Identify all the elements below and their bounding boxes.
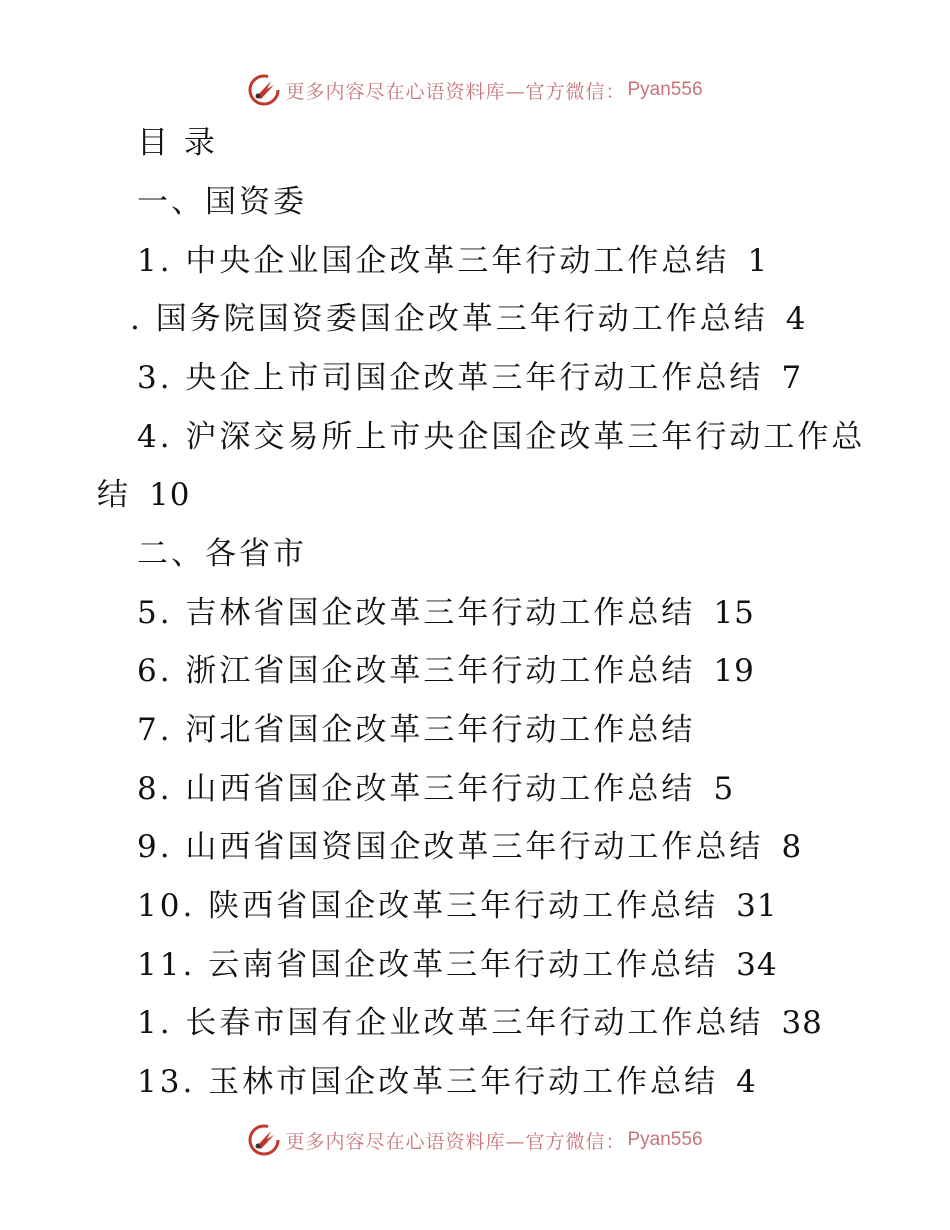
toc-item-label[interactable]: 3. 央企上市司国企改革三年行动工作总结 — [137, 360, 764, 396]
toc-item[interactable] — [0, 701, 950, 759]
toc-item-page: 1 — [747, 243, 769, 279]
toc-item[interactable] — [0, 408, 950, 466]
toc-item-page: 5 — [713, 771, 735, 807]
toc-item[interactable] — [0, 877, 950, 935]
toc-item-page: 8 — [781, 829, 803, 865]
toc-item-wrap[interactable] — [0, 466, 950, 524]
toc-item-page: 34 — [736, 947, 778, 983]
section-heading-line — [0, 173, 950, 231]
toc-item-label[interactable]: 7. 河北省国企改革三年行动工作总结 — [137, 712, 696, 748]
toc-item[interactable] — [0, 818, 950, 876]
toc-item-page: 38 — [781, 1005, 823, 1041]
header-banner — [0, 70, 950, 110]
toc-item-label[interactable]: 8. 山西省国企改革三年行动工作总结 — [137, 771, 696, 807]
toc-item-label[interactable]: 5. 吉林省国企改革三年行动工作总结 — [137, 595, 696, 631]
footer-banner — [0, 1120, 950, 1160]
toc-item-label[interactable]: 1. 中央企业国企改革三年行动工作总结 — [137, 243, 730, 279]
toc-item-label[interactable]: 1. 长春市国有企业改革三年行动工作总结 — [137, 1005, 764, 1041]
toc-item-page: 4 — [736, 1064, 757, 1100]
toc-title-line — [0, 114, 950, 172]
toc-item[interactable] — [0, 349, 950, 407]
toc-item-page: 15 — [713, 595, 755, 631]
toc-item-label[interactable]: 结 — [97, 477, 131, 513]
toc-title: 目 录 — [137, 125, 218, 161]
toc-item[interactable] — [0, 584, 950, 642]
toc-item-label[interactable]: 4. 沪深交易所上市央企国企改革三年行动工作总 — [137, 419, 866, 455]
toc-item[interactable] — [0, 1053, 950, 1111]
header-banner-text: 更多内容尽在心语资料库—官方微信： — [285, 80, 626, 103]
toc-item[interactable] — [0, 936, 950, 994]
footer-banner-handle: Pyan556 — [627, 1129, 703, 1150]
section-heading-provinces: 二、各省市 — [137, 536, 307, 572]
toc-item-label[interactable]: 13. 玉林市国企改革三年行动工作总结 — [137, 1064, 719, 1100]
toc-item-page: 31 — [736, 888, 778, 924]
section-heading-sasac: 一、国资委 — [137, 184, 307, 220]
quill-logo-icon — [247, 1123, 281, 1157]
toc-item[interactable] — [0, 290, 950, 348]
toc-item-page: 4 — [785, 301, 807, 337]
toc-item-label[interactable]: . 国务院国资委国企改革三年行动工作总结 — [130, 301, 768, 337]
toc-item-page: 19 — [713, 653, 755, 689]
toc-item-label[interactable]: 11. 云南省国企改革三年行动工作总结 — [137, 947, 719, 983]
toc-item-page: 7 — [781, 360, 803, 396]
toc-item-label[interactable]: 10. 陕西省国企改革三年行动工作总结 — [137, 888, 719, 924]
footer-banner-text: 更多内容尽在心语资料库—官方微信： — [285, 1130, 626, 1153]
toc-item-page: 10 — [149, 477, 191, 513]
toc-item[interactable] — [0, 760, 950, 818]
toc-item[interactable] — [0, 232, 950, 290]
section-heading-line — [0, 525, 950, 583]
toc-item[interactable] — [0, 642, 950, 700]
quill-logo-icon — [247, 73, 281, 107]
header-banner-handle: Pyan556 — [627, 79, 703, 100]
toc-item[interactable] — [0, 994, 950, 1052]
toc-item-label[interactable]: 9. 山西省国资国企改革三年行动工作总结 — [137, 829, 764, 865]
toc-item-label[interactable]: 6. 浙江省国企改革三年行动工作总结 — [137, 653, 696, 689]
